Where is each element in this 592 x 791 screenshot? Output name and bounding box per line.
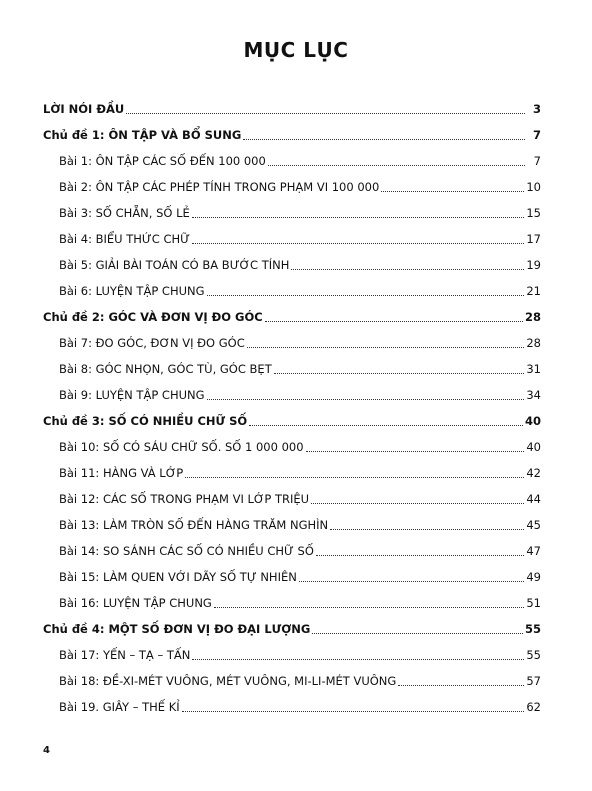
toc-entry-label: Chủ đề 3: SỐ CÓ NHIỀU CHỮ SỐ	[43, 414, 248, 428]
toc-entry-page: 62	[526, 700, 541, 714]
dot-leader	[207, 398, 525, 400]
toc-entry-page: 51	[526, 596, 541, 610]
toc-entry-label: Bài 16: LUYỆN TẬP CHUNG	[59, 596, 212, 610]
page-number: 4	[43, 745, 50, 756]
toc-entry-label: Bài 2: ÔN TẬP CÁC PHÉP TÍNH TRONG PHẠM VI 100 000	[59, 180, 380, 194]
dot-leader	[192, 216, 525, 218]
toc-lesson-entry[interactable]	[43, 512, 541, 538]
toc-entry-page: 42	[526, 466, 541, 480]
toc-lesson-entry[interactable]	[43, 226, 541, 252]
dot-leader	[192, 658, 524, 660]
dot-leader	[268, 164, 525, 166]
toc-entry-page: 3	[532, 102, 541, 116]
toc-entry-page: 17	[526, 232, 541, 246]
toc-entry-label: Bài 13: LÀM TRÒN SỐ ĐẾN HÀNG TRĂM NGHÌN	[59, 518, 329, 532]
dot-leader	[316, 554, 524, 556]
dot-leader	[247, 346, 525, 348]
toc-chapter-entry[interactable]	[43, 304, 541, 330]
toc-lesson-entry[interactable]	[43, 148, 541, 174]
toc-entry-page: 55	[526, 648, 541, 662]
toc-lesson-entry[interactable]	[43, 382, 541, 408]
toc-entry-label: Bài 19. GIÂY – THẾ KỈ	[59, 700, 180, 714]
dot-leader	[274, 372, 525, 374]
toc-entry-page: 10	[526, 180, 541, 194]
toc-chapter-entry[interactable]	[43, 616, 541, 642]
toc-entry-label: LỜI NÓI ĐẦU	[43, 102, 125, 116]
dot-leader	[192, 242, 524, 244]
toc-lesson-entry[interactable]	[43, 434, 541, 460]
toc-lesson-entry[interactable]	[43, 538, 541, 564]
toc-entry-page: 34	[526, 388, 541, 402]
toc-entry-label: Bài 6: LUYỆN TẬP CHUNG	[59, 284, 205, 298]
toc-entry-page: 15	[526, 206, 541, 220]
toc-entry-label: Bài 9: LUYỆN TẬP CHUNG	[59, 388, 205, 402]
toc-lesson-entry[interactable]	[43, 278, 541, 304]
dot-leader	[311, 502, 524, 504]
toc-lesson-entry[interactable]	[43, 642, 541, 668]
toc-entry-page: 55	[524, 622, 541, 636]
toc-entry-page: 19	[526, 258, 541, 272]
toc-entry-label: Bài 7: ĐO GÓC, ĐƠN VỊ ĐO GÓC	[59, 336, 245, 350]
toc-chapter-entry[interactable]	[43, 122, 541, 148]
toc-chapter-entry[interactable]	[43, 408, 541, 434]
toc-lesson-entry[interactable]	[43, 174, 541, 200]
toc-lesson-entry[interactable]	[43, 694, 541, 720]
dot-leader	[182, 710, 525, 712]
toc-entry-label: Bài 18: ĐỀ-XI-MÉT VUÔNG, MÉT VUÔNG, MI-LI-MÉT VUÔNG	[59, 674, 397, 688]
toc-lesson-entry[interactable]	[43, 356, 541, 382]
toc-entry-page: 45	[526, 518, 541, 532]
dot-leader	[330, 528, 524, 530]
toc-entry-page: 28	[524, 310, 541, 324]
dot-leader	[306, 450, 525, 452]
toc-entry-page: 7	[533, 154, 541, 168]
toc-entry-page: 49	[526, 570, 541, 584]
toc-entry-label: Bài 5: GIẢI BÀI TOÁN CÓ BA BƯỚC TÍNH	[59, 258, 290, 272]
dot-leader	[207, 294, 525, 296]
dot-leader	[381, 190, 524, 192]
toc-entry-page: 57	[526, 674, 541, 688]
toc-entry-page: 40	[526, 440, 541, 454]
table-of-contents	[43, 96, 541, 720]
toc-entry-label: Bài 1: ÔN TẬP CÁC SỐ ĐẾN 100 000	[59, 154, 266, 168]
dot-leader	[243, 138, 525, 140]
toc-entry-page: 21	[526, 284, 541, 298]
toc-lesson-entry[interactable]	[43, 668, 541, 694]
toc-entry-page: 31	[526, 362, 541, 376]
toc-lesson-entry[interactable]	[43, 252, 541, 278]
toc-lesson-entry[interactable]	[43, 564, 541, 590]
dot-leader	[249, 424, 523, 426]
dot-leader	[312, 632, 523, 634]
toc-entry-page: 40	[524, 414, 541, 428]
dot-leader	[126, 112, 525, 114]
toc-entry-label: Bài 10: SỐ CÓ SÁU CHỮ SỐ. SỐ 1 000 000	[59, 440, 304, 454]
toc-entry-label: Chủ đề 4: MỘT SỐ ĐƠN VỊ ĐO ĐẠI LƯỢNG	[43, 622, 311, 636]
toc-entry-label: Bài 8: GÓC NHỌN, GÓC TÙ, GÓC BẸT	[59, 362, 272, 376]
toc-entry-label: Chủ đề 2: GÓC VÀ ĐƠN VỊ ĐO GÓC	[43, 310, 263, 324]
toc-entry-label: Bài 11: HÀNG VÀ LỚP	[59, 466, 184, 480]
page-title: MỤC LỤC	[243, 38, 349, 62]
toc-entry-label: Bài 12: CÁC SỐ TRONG PHẠM VI LỚP TRIỆU	[59, 492, 310, 506]
dot-leader	[265, 320, 523, 322]
toc-entry-label: Bài 15: LÀM QUEN VỚI DÃY SỐ TỰ NHIÊN	[59, 570, 297, 584]
dot-leader	[291, 268, 524, 270]
toc-entry-page: 47	[526, 544, 541, 558]
dot-leader	[214, 606, 525, 608]
toc-lesson-entry[interactable]	[43, 460, 541, 486]
toc-entry-label: Bài 17: YẾN – TẠ – TẤN	[59, 648, 191, 662]
toc-lesson-entry[interactable]	[43, 200, 541, 226]
dot-leader	[299, 580, 525, 582]
toc-entry-page: 28	[526, 336, 541, 350]
toc-entry-label: Bài 4: BIỂU THỨC CHỮ	[59, 232, 191, 246]
toc-lesson-entry[interactable]	[43, 330, 541, 356]
toc-lesson-entry[interactable]	[43, 590, 541, 616]
toc-chapter-entry[interactable]	[43, 96, 541, 122]
toc-entry-label: Bài 14: SO SÁNH CÁC SỐ CÓ NHIỀU CHỮ SỐ	[59, 544, 314, 558]
toc-lesson-entry[interactable]	[43, 486, 541, 512]
dot-leader	[185, 476, 524, 478]
toc-entry-label: Bài 3: SỐ CHẴN, SỐ LẺ	[59, 206, 190, 220]
toc-entry-label: Chủ đề 1: ÔN TẬP VÀ BỔ SUNG	[43, 128, 242, 142]
dot-leader	[398, 684, 524, 686]
toc-entry-page: 44	[526, 492, 541, 506]
toc-entry-page: 7	[532, 128, 541, 142]
